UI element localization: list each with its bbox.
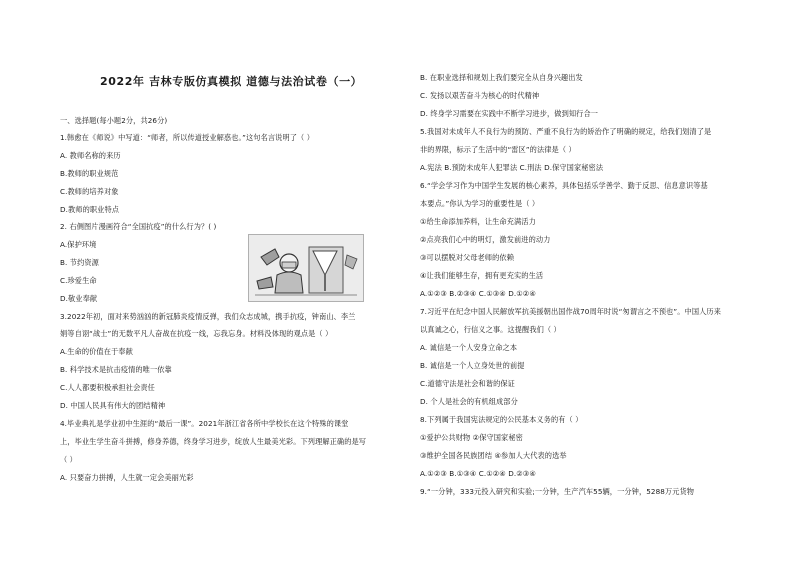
- q8-options: A.①②③ B.①③④ C.①②④ D.②③④: [420, 469, 536, 478]
- q5-options: A.宪法 B.预防未成年人犯罪法 C.刑法 D.保守国家秘密法: [420, 163, 604, 172]
- question-3-cont: 娟等自诩“战士”的无数平凡人奋战在抗疫一线，忘我忘身。材料没体现的观点是（ ）: [60, 329, 333, 338]
- q6-item-4: ④让我们能够生存，拥有更充实的生活: [420, 271, 544, 280]
- q4-option-d: D. 终身学习需要在实践中不断学习进步，做到知行合一: [420, 109, 599, 118]
- q7-option-d: D. 个人是社会的有机组成部分: [420, 397, 518, 406]
- cartoon-drawing: [249, 235, 363, 301]
- exam-title: 2022年 吉林专版仿真模拟 道德与法治试卷（一）: [100, 75, 363, 88]
- q6-item-3: ③可以摆脱对父母老师的依赖: [420, 253, 514, 262]
- q3-option-b: B. 科学技术是抗击疫情的唯一依靠: [60, 365, 172, 374]
- question-2: 2. 右侧图片漫画符合“全国抗疫”的什么行为？( ): [60, 222, 217, 231]
- question-5: 5.我国对未成年人不良行为的预防、严重不良行为的矫治作了明确的规定，给我们划清了是: [420, 127, 712, 136]
- q1-option-a: A. 教师名称的来历: [60, 151, 121, 160]
- q3-option-a: A.生命的价值在于奉献: [60, 347, 133, 356]
- q4-option-b: B. 在职业选择和规划上我们要完全从自身兴趣出发: [420, 73, 583, 82]
- cartoon-image: [248, 234, 364, 302]
- q7-option-b: B. 诚信是一个人立身处世的前提: [420, 361, 525, 370]
- q2-option-d: D.敬业奉献: [60, 294, 98, 303]
- q1-option-c: C.教师的培养对象: [60, 187, 119, 196]
- question-9: 9.“一分钟，333元投入研究和实验;一分钟，生产汽车55辆，一分钟，5288万元货物: [420, 487, 695, 496]
- q7-option-c: C.道德守法是社会和谐的保证: [420, 379, 515, 388]
- question-4-bracket: （ ）: [60, 455, 77, 464]
- question-4-cont: 上，毕业生学生奋斗拼搏，修身养德，终身学习进步，绽放人生最美光彩。下列理解正确的是写: [60, 437, 367, 446]
- question-8: 8.下列属于我国宪法规定的公民基本义务的有（ ）: [420, 415, 583, 424]
- q6-item-1: ①给生命添加养料，让生命充满活力: [420, 217, 536, 226]
- q2-option-b: B. 节约资源: [60, 258, 99, 267]
- q4-option-c: C. 发扬以艰苦奋斗为核心的时代精神: [420, 91, 540, 100]
- question-4: 4.毕业典礼是学业初中生涯的“最后一课”。2021年浙江省各所中学校长在这个特殊的课堂: [60, 419, 349, 428]
- q8-items-1-2: ①爱护公共财物 ②保守国家秘密: [420, 433, 523, 442]
- q6-item-2: ②点亮我们心中的明灯，激发前进的动力: [420, 235, 551, 244]
- q6-options: A.①②③ B.②③④ C.①③④ D.①②④: [420, 289, 536, 298]
- question-1: 1.韩愈在《师说》中写道：“师者，所以传道授业解惑也。”这句名言说明了（ ）: [60, 133, 314, 142]
- q8-items-3-4: ③维护全国各民族团结 ④参加人大代表的选举: [420, 451, 567, 460]
- q2-option-a: A.保护环境: [60, 240, 97, 249]
- question-7: 7.习近平在纪念中国人民解放军抗美援朝出国作战70周年时说“匆谓言之不预也”。中国人历来: [420, 307, 721, 316]
- section-heading: 一、选择题(每小题2分，共26分): [60, 116, 168, 125]
- question-5-cont: 非的界限，标示了生活中的“雷区”的法律是（ ）: [420, 145, 576, 154]
- q3-option-d: D. 中国人民具有伟大的团结精神: [60, 401, 166, 410]
- q4-option-a: A. 只要奋力拼搏，人生就一定会美丽光彩: [60, 473, 194, 482]
- q1-option-b: B.教师的职业规范: [60, 169, 119, 178]
- q3-option-c: C.人人都要积极承担社会责任: [60, 383, 155, 392]
- question-6-cont: 本要点。”你认为学习的重要性是（ ）: [420, 199, 540, 208]
- q7-option-a: A. 诚信是一个人安身立命之本: [420, 343, 518, 352]
- q2-option-c: C.珍爱生命: [60, 276, 97, 285]
- question-6: 6.“学会学习作为中国学生发展的核心素养，具体包括乐学善学、勤于反思、信息意识等基: [420, 181, 708, 190]
- question-3: 3.2022年初，面对来势汹汹的新冠肺炎疫情反弹，我们众志成城，携手抗疫，钟南山、李兰: [60, 312, 356, 321]
- question-7-cont: 以真诚之心，行信义之事。这提醒我们（ ）: [420, 325, 561, 334]
- q1-option-d: D.教师的职业特点: [60, 205, 120, 214]
